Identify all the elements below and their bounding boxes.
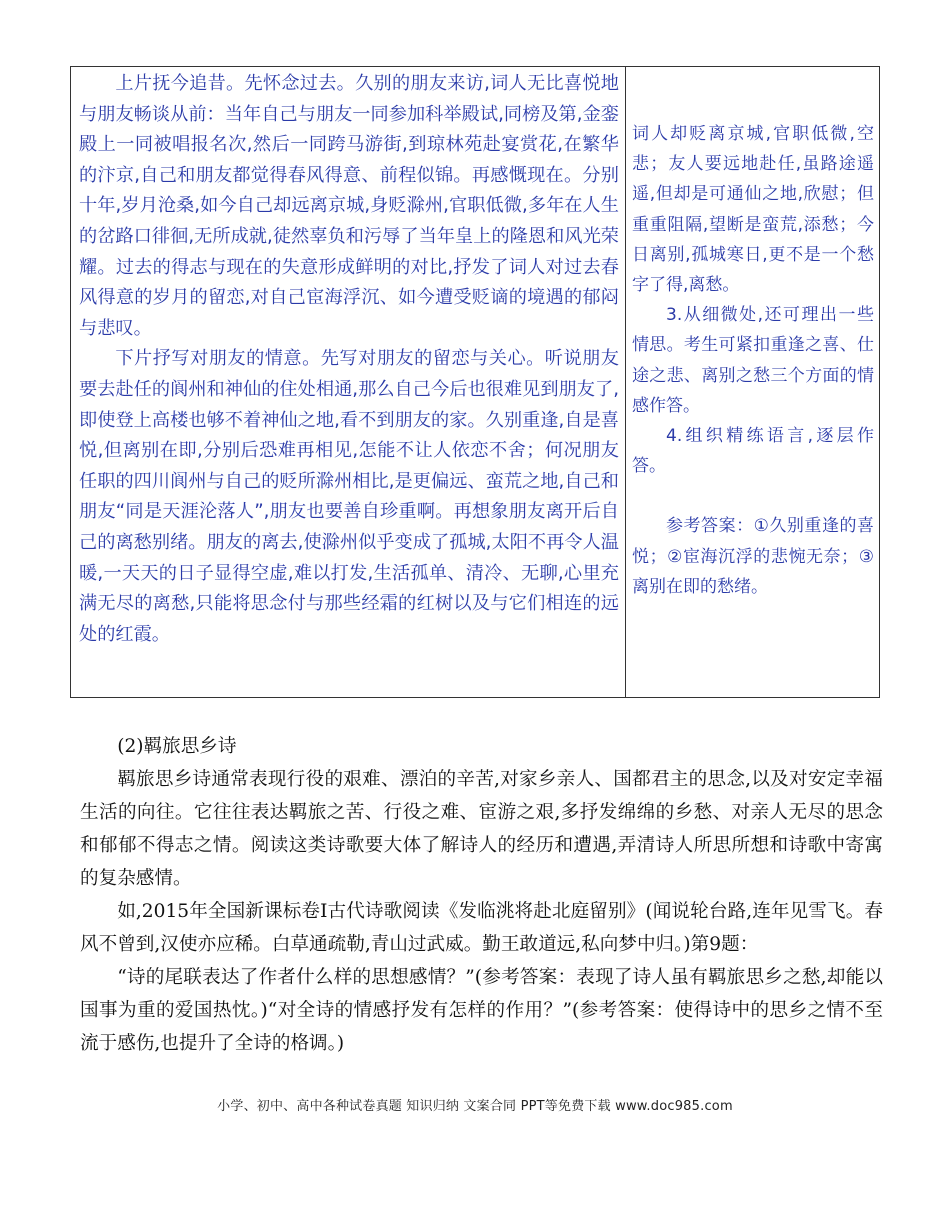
- table-left-cell: [79, 69, 619, 650]
- section-intro: 羁旅思乡诗通常表现行役的艰难、漂泊的辛苦,对家乡亲人、国都君主的思念,以及对安定幸福生活的向往。它往往表达羁旅之苦、行役之难、宦游之艰,多抒发绵绵的乡愁、对亲人无尽的思念和郁郁不得志之情。阅读这类诗歌要大体了解诗人的经历和遭遇,弄清诗人所思所想和诗歌中寄寓的复杂感情。: [80, 769, 883, 889]
- section-heading: (2)羁旅思乡诗: [117, 736, 237, 757]
- left-paragraph-1: 上片抚今追昔。先怀念过去。久别的朋友来访,词人无比喜悦地与朋友畅谈从前：当年自己与朋友一同参加科举殿试,同榜及第,金銮殿上一同被唱报名次,然后一同跨马游街,到琼林苑赴宴赏花,在繁华的汴京,自己和朋友都觉得春风得意、前程似锦。再感慨现在。分别十年,岁月沧桑,如今自己却远离京城,身贬滁州,官职低微,多年在人生的岔路口徘徊,无所成就,徒然辜负和污辱了当年皇上的隆恩和风光荣耀。过去的得志与现在的失意形成鲜明的对比,抒发了词人对过去春风得意的岁月的留恋,对自己宦海浮沉、如今遭受贬谪的境遇的郁闷与悲叹。: [79, 73, 619, 339]
- reference-answer: 参考答案：①久别重逢的喜悦；②宦海沉浮的悲惋无奈；③离别在即的愁绪。: [632, 516, 874, 597]
- exam-question-answers: “诗的尾联表达了作者什么样的思想感情？”(参考答案：表现了诗人虽有羁旅思乡之愁,却能以国事为重的爱国热忱。)“对全诗的情感抒发有怎样的作用？”(参考答案：使得诗中的思乡之情不至流于感伤,也提升了全诗的格调。): [80, 967, 883, 1054]
- left-paragraph-2: 下片抒写对朋友的情意。先写对朋友的留恋与关心。听说朋友要去赴任的阆州和神仙的住处相通,那么自己今后也很难见到朋友了,即使登上高楼也够不着神仙之地,看不到朋友的家。久别重逢,自是喜悦,但离别在即,分别后恐难再相见,怎能不让人依恋不舍；何况朋友任职的四川阆州与自己的贬所滁州相比,是更偏远、蛮荒之地,自己和朋友“同是天涯沦落人”,朋友也要善自珍重啊。再想象朋友离开后自己的离愁别绪。朋友的离去,使滁州似乎变成了孤城,太阳不再令人温暖,一天天的日子显得空虚,难以打发,生活孤单、清冷、无聊,心里充满无尽的离愁,只能将思念付与那些经霜的红树以及与它们相连的远处的红霞。: [79, 348, 619, 645]
- table-right-cell: [632, 119, 874, 602]
- table-column-divider: [625, 67, 626, 697]
- exam-example: 如,2015年全国新课标卷Ⅰ古代诗歌阅读《发临洮将赴北庭留别》(闻说轮台路,连年见雪飞。春风不曾到,汉使亦应稀。白草通疏勒,青山过武威。勤王敢道远,私向梦中归。)第9题：: [80, 901, 883, 955]
- analysis-table: [70, 66, 880, 698]
- right-paragraph-3: 4.组织精练语言,逐层作答。: [632, 426, 874, 477]
- right-paragraph-1: 词人却贬离京城,官职低微,空悲；友人要远地赴任,虽路途遥遥,但却是可通仙之地,欣慰；但重重阻隔,望断是蛮荒,添愁；今日离别,孤城寒日,更不是一个愁字了得,离愁。: [632, 124, 874, 296]
- right-paragraph-2: 3.从细微处,还可理出一些情思。考生可紧扣重逢之喜、仕途之悲、离别之愁三个方面的情感作答。: [632, 305, 874, 416]
- page-footer: 小学、初中、高中各种试卷真题 知识归纳 文案合同 PPT等免费下载 www.doc985.com: [217, 1099, 733, 1114]
- main-body: [80, 730, 883, 1060]
